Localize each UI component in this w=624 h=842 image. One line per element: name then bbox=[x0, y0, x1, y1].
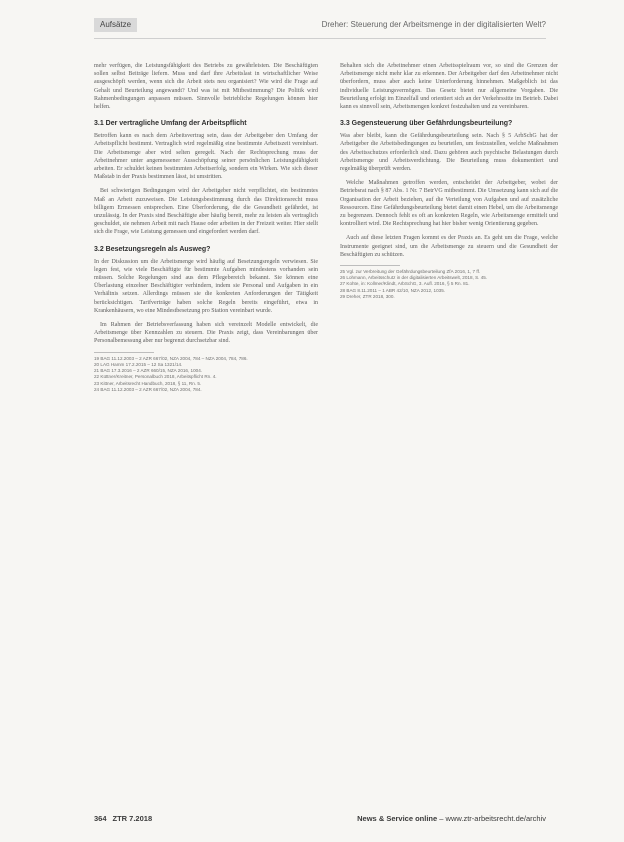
footer-url[interactable]: www.ztr-arbeitsrecht.de/archiv bbox=[445, 814, 546, 823]
footnote: 21 BAG 17.3.2016 – 2 AZR 660/15, NZA 2016, 1004. bbox=[94, 368, 203, 374]
page-number: 364 bbox=[94, 814, 107, 823]
section-3-1-para-2: Bei schwierigen Bedingungen wird der Arbeitgeber nicht verpflichtet, ein bestimmtes Maß an Arbeit zuzuweisen. Die Leistungsbestimmung durch das Direktionsrecht muss billigem Ermessen entsprechen. Eine Überforderung, die die Gesundheit gefährdet, ist unzulässig. In der Praxis sind Beschäftigte aber häufig bereit, mehr zu leisten als vertraglich geschuldet, sie nehmen Arbeit mit nach Hause oder arbeiten in der Freizeit weiter. Hier stellt sich die Frage, wie Leistung gemessen und eingefordert werden darf. bbox=[94, 188, 318, 236]
page-footer-left bbox=[94, 814, 152, 823]
footnote: 28 BAG 8.11.2011 – 1 ABR 42/10, NZA 2012, 1035. bbox=[340, 287, 446, 293]
footnote: 19 BAG 11.12.2003 – 2 AZR 667/02, NZA 2004, 784 – NZA 2004, 784, 786. bbox=[94, 355, 248, 361]
section-3-2-para-1: In der Diskussion um die Arbeitsmenge wird häufig auf Besetzungsregeln verwiesen. Sie legen fest, wie viele Beschäftigte für bestimmte Aufgaben mindestens vorhanden sein müssen. Solche Regelungen sind aus dem Pflegebereich bekannt. Sie können eine Überlastung einzelner Beschäftigter verhindern, indem sie Personal und Aufgaben in ein Verhältnis setzen. Allerdings müssen sie die konkreten Anforderungen der Tätigkeit berücksichtigen. Tarifverträge haben solche Regeln bereits eingeführt, etwa in Krankenhäusern, wo eine Mindestbesetzung pro Station vereinbart wurde. bbox=[94, 258, 318, 314]
section-3-3-para-3: Auch auf diese letzten Fragen kommt es der Praxis an. Es geht um die Frage, welche Instrumente geeignet sind, um die Arbeitsmenge zu steuern und die Gesundheit der Beschäftigten zu schützen. bbox=[340, 235, 558, 258]
running-title: Dreher: Steuerung der Arbeitsmenge in der digitalisierten Welt? bbox=[321, 20, 546, 29]
left-intro-para: mehr verfügen, die Leistungsfähigkeit des Betriebs zu gewährleisten. Die Beschäftigten sollen selbst Beiträge liefern. Muss und darf ihre Arbeitslast in wirtschaftlicher Weise ausgeschöpft werden, wenn sich die Arbeit stets neu organisiert? Wie wird die Frage auf Gehalt und Beurteilung angewandt? Und was ist mit Mitbestimmung? Die Politik wird Rahmenbedingungen anpassen müssen. Sinnvolle betriebliche Regelungen können hier helfen. bbox=[94, 63, 318, 111]
section-heading-3-2: 3.2 Besetzungsregeln als Ausweg? bbox=[94, 245, 211, 253]
header-rule bbox=[94, 38, 546, 39]
footnote: 25 Vgl. zur Verbreitung der Gefährdungsbeurteilung ZfA 2016, 1, 7 ff. bbox=[340, 269, 481, 275]
footnote: 23 Kittner, Arbeitsrecht Handbuch, 2018, § 11, Rn. 5. bbox=[94, 380, 202, 386]
footnote: 20 LAG Hamm 17.2.2015 – 12 Sa 1321/14. bbox=[94, 361, 183, 367]
footnote-divider bbox=[94, 352, 154, 353]
section-heading-3-3: 3.3 Gegensteuerung über Gefährdungsbeurteilung? bbox=[340, 120, 513, 128]
footer-brand: News & Service online bbox=[357, 814, 438, 823]
header-tag: Aufsätze bbox=[94, 18, 137, 32]
footnote: 24 BAG 11.12.2003 – 2 AZR 667/02, NZA 2004, 784. bbox=[94, 386, 202, 392]
footnote: 29 Dreher, ZTR 2018, 300. bbox=[340, 293, 395, 299]
left-column bbox=[94, 62, 318, 393]
right-column bbox=[340, 62, 558, 300]
footnote: 22 Küttner/Kreitner, Personalbuch 2018, Arbeitspflicht Rn. 4. bbox=[94, 374, 217, 380]
section-3-3-para-1: Was aber bleibt, kann die Gefährdungsbeurteilung sein. Nach § 5 ArbSchG hat der Arbeitgeber die Arbeitsbedingungen zu beurteilen, um festzustellen, welche Maßnahmen des Arbeitsschutzes erforderlich sind. Dazu gehören auch psychische Belastungen durch Arbeitsmenge und Arbeitsverdichtung. Die Beurteilung muss dokumentiert und regelmäßig überprüft werden. bbox=[340, 133, 558, 173]
footnote: 26 Lohmann, Arbeitsschutz in der digitalisierten Arbeitswelt, 2018, S. 45. bbox=[340, 275, 488, 281]
page-footer-right bbox=[357, 814, 546, 823]
footnote: 27 Kohte, in: Kollmer/Klindt, ArbSchG, 3. Aufl. 2016, § 5 Rn. 81. bbox=[340, 281, 470, 287]
journal-issue: ZTR 7.2018 bbox=[112, 814, 153, 823]
footer-separator: – bbox=[439, 814, 446, 823]
section-3-1-para-1: Betroffen kann es nach dem Arbeitsvertrag sein, dass der Arbeitgeber den Umfang der Arbeitspflicht bestimmt. Vertraglich wird regelmäßig eine bestimmte Arbeitszeit vereinbart. Die Arbeitsmenge aber wird selten geregelt. Nach der Rechtsprechung muss der Arbeitnehmer unter angemessener Ausschöpfung seiner persönlichen Leistungsfähigkeit arbeiten. Er schuldet keinen bestimmten Arbeitserfolg, sondern ein Wirken. Wie sich dieser Maßstab in der Praxis bestimmen lässt, ist umstritten. bbox=[94, 133, 318, 181]
right-intro-para: Behalten sich die Arbeitnehmer einen Arbeitsspielraum vor, so sind die Grenzen der Arbeitsmenge nicht mehr klar zu erkennen. Der Arbeitgeber darf den Arbeitnehmer nicht überfordern, muss aber auch keine Unterforderung hinnehmen. Maßgeblich ist das individuelle Leistungsvermögen. Das Gesetz bietet nur allgemeine Vorgaben. Die Beurteilung erfolgt im Einzelfall und orientiert sich an der Verkehrssitte im Betrieb. Dabei kann es sinnvoll sein, Arbeitsmengen konkret festzuhalten und zu vereinbaren. bbox=[340, 63, 558, 111]
section-3-3-para-2: Welche Maßnahmen getroffen werden, entscheidet der Arbeitgeber, wobei der Betriebsrat nach § 87 Abs. 1 Nr. 7 BetrVG mitbestimmt. Die Umsetzung kann sich auf die Organisation der Arbeit beziehen, auf die Verteilung von Aufgaben und auf zusätzliche Ressourcen. Eine Gefährdungsbeurteilung bietet damit einen Hebel, um die Arbeitsmenge zu begrenzen. Dennoch fehlt es oft an konkreten Regeln, wie Arbeitsmenge ermittelt und kontrolliert wird. Die Rechtsprechung hat hier bisher wenig Orientierung gegeben. bbox=[340, 180, 558, 228]
footnote-divider bbox=[340, 265, 400, 266]
section-heading-3-1: 3.1 Der vertragliche Umfang der Arbeitspflicht bbox=[94, 120, 247, 128]
section-3-2-para-2: Im Rahmen der Betriebsverfassung haben sich vereinzelt Modelle entwickelt, die Arbeitsmenge über Kennzahlen zu steuern. Die Praxis zeigt, dass Vereinbarungen über Personalbemessung aber nur begrenzt durchsetzbar sind. bbox=[94, 322, 318, 345]
